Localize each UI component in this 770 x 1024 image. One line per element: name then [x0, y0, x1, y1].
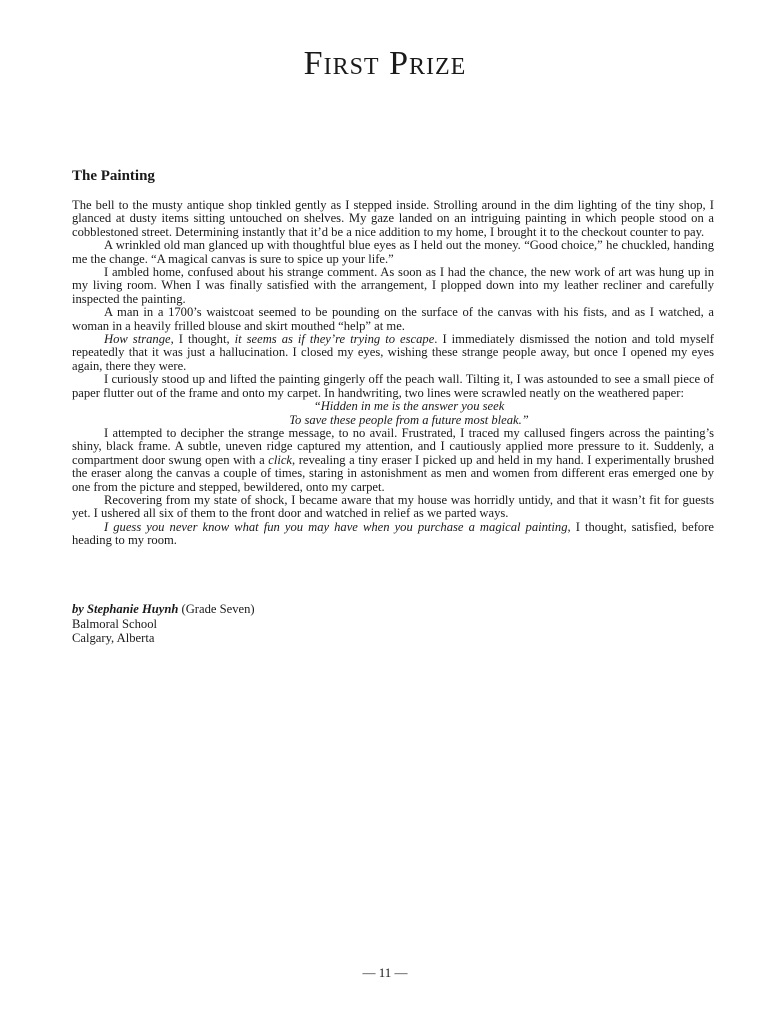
author-grade: (Grade Seven)	[178, 602, 255, 616]
story-body	[72, 199, 714, 548]
poem-line: “Hidden in me is the answer you seek	[313, 399, 505, 414]
paragraph: Recovering from my state of shock, I became aware that my house was horridly untidy, and that it wasn’t fit for guests yet. I ushered all six of them to the front door and watched in relief as we parted ways.	[72, 492, 714, 521]
paragraph	[72, 427, 714, 494]
italic-phrase: I guess you never know what fun you may have when you purchase a magical painting	[104, 519, 568, 534]
paragraph	[72, 333, 714, 373]
poem-line: To save these people from a future most bleak.”	[289, 412, 529, 427]
paragraph: I ambled home, confused about his strange comment. As soon as I had the chance, the new work of art was hung up in my living room. When I was finally satisfied with the arrangement, I plopped down into my leather recliner and carefully inspected the painting.	[72, 265, 714, 306]
paragraph: A wrinkled old man glanced up with thoughtful blue eyes as I held out the money. “Good choice,” he chuckled, handing me the change. “A magical canvas is sure to spice up your life.”	[72, 238, 714, 266]
author-name: by Stephanie Huynh	[72, 602, 179, 616]
paragraph-text: I attempted to decipher the strange message, to no avail. Frustrated, I traced my callused fingers across the painting’s shiny, black frame. A subtle, uneven ridge captured my attention, and I cautiously applied more pressure to it. Suddenly, a compartment door swung open with a	[72, 425, 714, 467]
author-location: Calgary, Alberta	[72, 631, 155, 645]
paragraph: A man in a 1700’s waistcoat seemed to be pounding on the surface of the canvas with his fists, and as I watched, a woman in a heavily frilled blouse and skirt mouthed “help” at me.	[72, 305, 714, 333]
author-school: Balmoral School	[72, 616, 157, 631]
story-heading: The Painting	[72, 168, 155, 184]
paragraph: I curiously stood up and lifted the painting gingerly off the peach wall. Tilting it, I was astounded to see a small piece of paper flutter out of the frame and onto my carpet. In handwriting, two lines were scrawled neatly on the weathered paper:	[72, 372, 714, 400]
italic-phrase: it seems as if they’re trying to escape	[234, 332, 435, 347]
page-number: — 11 —	[362, 965, 408, 980]
italic-phrase: click	[268, 452, 293, 467]
paragraph-text: . I immediately dismissed the notion and told myself repeatedly that it was just a hallucination. I closed my eyes, wishing these strange people away, but once I opened my eyes again, there they were.	[72, 332, 714, 373]
italic-phrase: How strange	[104, 332, 171, 347]
author-line	[72, 602, 255, 617]
paragraph-text: , I thought,	[170, 332, 235, 347]
paragraph-text: , revealing a tiny eraser I picked up and held in my hand. I experimentally brushed the eraser along the canvas a couple of times, staring in astonishment as men and women from different eras emerged one by one from the picture and stepped, bewildered, onto my carpet.	[72, 452, 714, 494]
paragraph: The bell to the musty antique shop tinkled gently as I stepped inside. Strolling around in the dim lighting of the tiny shop, I glanced at dusty items sitting untouched on shelves. My gaze landed on an intriguing painting in which people stood on a cobblestoned street. Determining instantly that it’d be a nice addition to my home, I brought it to the checkout counter to pay.	[72, 198, 714, 239]
page-title: First Prize	[303, 45, 467, 82]
paragraph	[72, 521, 714, 548]
paragraph-text: , I thought, satisfied, before heading to my room.	[72, 519, 714, 548]
byline	[72, 602, 255, 646]
